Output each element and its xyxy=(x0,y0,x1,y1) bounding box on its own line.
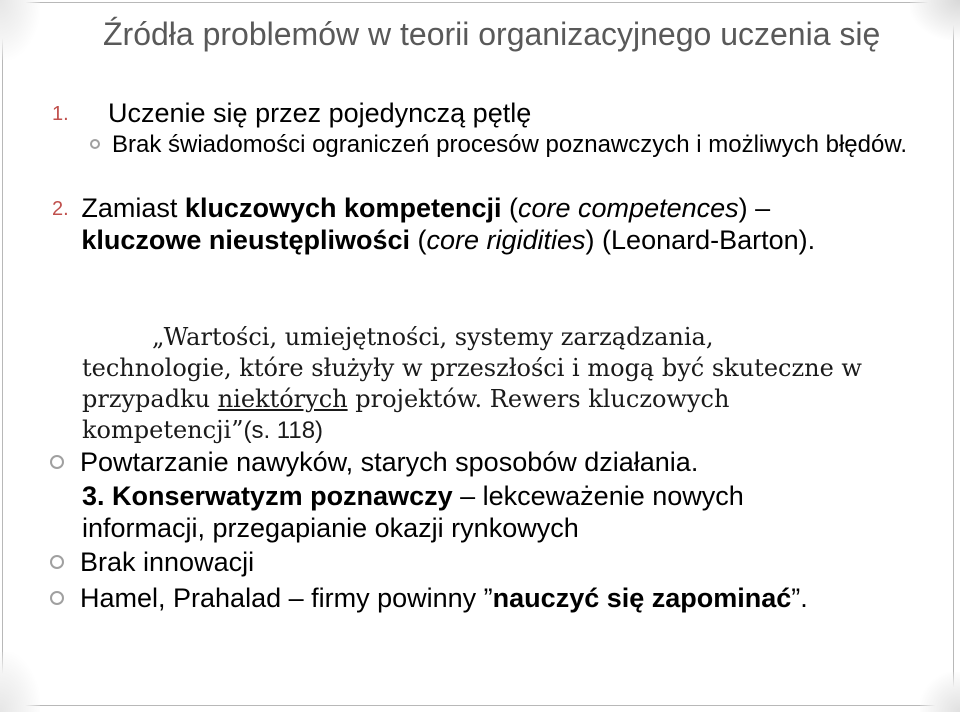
item-3-text: – lekceważenie nowych informacji, przegapianie okazji rynkowych xyxy=(82,481,744,543)
item-3-heading: 3. Konserwatyzm poznawczy xyxy=(82,481,453,511)
quote-reference: (s. 118) xyxy=(243,417,324,444)
item-3-konserwatyzm xyxy=(82,480,872,544)
bullet-brak-innowacji xyxy=(50,546,910,578)
bullet-icon xyxy=(50,582,80,614)
slide-title: Źródła problemów w teorii organizacyjnego uczenia się xyxy=(103,16,881,52)
corner-shadow-bottom-right xyxy=(920,672,960,712)
item-text: Zamiast kluczowych kompetencji (core competences) – kluczowe nieustępliwości (core rigidities) (Leonard-Barton). xyxy=(81,193,816,255)
quote-close: ” xyxy=(231,416,244,444)
bullet-icon xyxy=(50,546,80,578)
quote-underlined: niektórych xyxy=(217,385,348,413)
bullet-text: Powtarzanie nawyków, starych sposobów działania. xyxy=(80,447,699,477)
corner-shadow-top-left xyxy=(0,0,40,60)
bullet-hamel xyxy=(50,582,930,614)
item-number: 2. xyxy=(52,198,69,220)
bullet-brak-swiadomosci xyxy=(90,130,920,159)
bullet-text: Hamel, Prahalad – firmy powinny ”nauczyć się zapominać”. xyxy=(80,583,808,613)
quote-block xyxy=(82,322,862,446)
quote-text: „Wartości, umiejętności, systemy zarządzania, technologie, które służyły w przeszłości i mogą być skuteczne w przypadku xyxy=(82,323,862,413)
bullet-text: Brak innowacji xyxy=(80,547,255,577)
bullet-powtarzanie xyxy=(50,446,910,478)
bullet-text: Brak świadomości ograniczeń procesów poznawczych i możliwych błędów. xyxy=(112,131,908,158)
item-number: 1. xyxy=(52,103,69,125)
numbered-item-2 xyxy=(52,192,832,256)
quote-text-cont: projektów. Rewers kluczowych kompetencji xyxy=(82,385,730,444)
bullet-icon xyxy=(90,130,112,159)
corner-shadow-bottom-left xyxy=(0,652,40,712)
bullet-icon xyxy=(50,446,80,478)
numbered-item-1 xyxy=(52,97,902,129)
item-text: Uczenie się przez pojedynczą pętlę xyxy=(108,98,532,128)
